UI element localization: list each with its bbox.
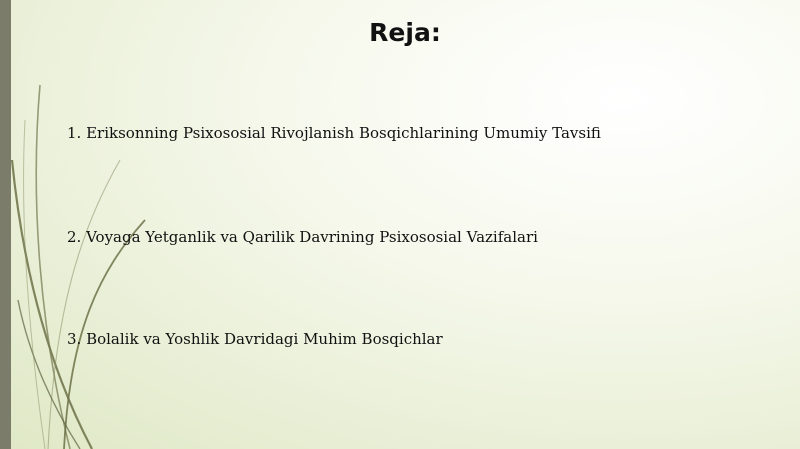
plan-item-1: 1. Eriksonning Psixososial Rivojlanish Bosqichlarining Umumiy Tavsifi bbox=[67, 124, 601, 142]
slide-title: Reja: bbox=[369, 18, 441, 47]
plan-item-2: 2. Voyaga Yetganlik va Qarilik Davrining Psixososial Vazifalari bbox=[67, 228, 538, 246]
plan-item-3: 3. Bolalik va Yoshlik Davridagi Muhim Bosqichlar bbox=[67, 330, 443, 348]
grass-decoration-icon bbox=[0, 0, 160, 449]
